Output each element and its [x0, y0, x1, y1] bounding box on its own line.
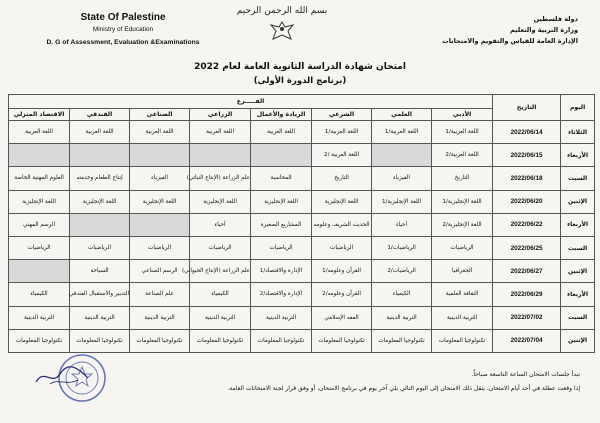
subject-cell: تكنولوجيا المعلومات — [372, 329, 432, 352]
row-date: 2022/07/02 — [493, 306, 561, 329]
subject-cell: تكنولوجيا المعلومات — [432, 329, 493, 352]
row-day: السبت — [561, 236, 595, 259]
col-header-entrepreneurship: الريادة والأعمال — [251, 109, 312, 121]
subject-cell: التربية الدينية — [251, 306, 312, 329]
subject-cell: الحديث الشريف وعلومه — [312, 213, 372, 236]
subject-cell: اللغة العربية/1 — [312, 121, 372, 144]
subject-cell: علم الزراعة (الإنتاج النباتي) — [190, 167, 251, 190]
subject-cell: العلوم المهنية الخاصة — [9, 167, 70, 190]
col-header-agricultural: الزراعي — [190, 109, 251, 121]
row-date: 2022/06/14 — [493, 121, 561, 144]
subject-cell: الرياضيات/1 — [372, 236, 432, 259]
subject-cell: علم الصناعة — [130, 283, 190, 306]
ministry-name-arabic: وزارة التربية والتعليم — [510, 26, 578, 34]
schedule-row — [9, 329, 595, 352]
subject-cell: اللغة الإنجليزية — [70, 190, 130, 213]
subject-cell: التاريخ — [432, 167, 493, 190]
schedule-row — [9, 260, 595, 283]
row-date: 2022/06/29 — [493, 283, 561, 306]
subject-cell: اللغة العربية/1 — [372, 121, 432, 144]
subject-cell: القرآن وعلومه/2 — [312, 283, 372, 306]
subject-cell: الرياضيات — [251, 236, 312, 259]
subject-cell: تكنولوجيا المعلومات — [9, 329, 70, 352]
subject-cell: الإدارة والاقتصاد/2 — [251, 283, 312, 306]
subject-cell: الإدارة والاقتصاد/1 — [251, 260, 312, 283]
col-header-scientific: العلمي — [372, 109, 432, 121]
subject-cell: التربية الدينية — [70, 306, 130, 329]
exam-schedule-table — [8, 94, 595, 353]
row-day: الإثنين — [561, 190, 595, 213]
subject-cell: اللغة العربية/1 — [432, 121, 493, 144]
subject-cell: المشاريع الصغيرة — [251, 213, 312, 236]
subject-cell: اللغة العربية/2 — [432, 144, 493, 167]
ministry-name-english: Ministry of Education — [92, 26, 154, 33]
subject-cell: التربية الدينية — [372, 306, 432, 329]
subject-cell: اللغة العربية — [70, 121, 130, 144]
row-day: الأربعاء — [561, 144, 595, 167]
row-day: الثلاثاء — [561, 121, 595, 144]
row-day: السبت — [561, 306, 595, 329]
subject-cell — [190, 144, 251, 167]
schedule-row — [9, 236, 595, 259]
schedule-row — [9, 283, 595, 306]
schedule-row — [9, 306, 595, 329]
schedule-row — [9, 213, 595, 236]
subject-cell: اللغة الإنجليزية/1 — [372, 190, 432, 213]
subject-cell: الكيمياء — [9, 283, 70, 306]
directorate-name-english: D. G of Assessment, Evaluation &Examinations — [46, 39, 200, 46]
subject-cell: الرياضيات — [312, 236, 372, 259]
state-name-english: State Of Palestine — [80, 12, 166, 23]
subject-cell: الرياضيات — [9, 236, 70, 259]
footnotes — [60, 371, 580, 399]
header-arabic — [418, 14, 578, 47]
col-header-sharia: الشرعي — [312, 109, 372, 121]
subject-cell: تكنولوجيا المعلومات — [190, 329, 251, 352]
col-header-date: التاريخ — [493, 95, 561, 121]
subject-cell: تكنولوجيا المعلومات — [70, 329, 130, 352]
subject-cell: تكنولوجيا المعلومات — [251, 329, 312, 352]
subject-cell — [9, 260, 70, 283]
signature-icon — [32, 360, 92, 390]
schedule-row — [9, 121, 595, 144]
subject-cell: الجغرافيا — [432, 260, 493, 283]
subject-cell: اللغة الإنجليزية — [312, 190, 372, 213]
subject-cell: الفيزياء — [372, 167, 432, 190]
subject-cell: اللغة الإنجليزية — [130, 190, 190, 213]
subject-cell: اللغة الإنجليزية — [251, 190, 312, 213]
directorate-name-arabic: الإدارة العامة للقياس والتقويم والامتحانات — [442, 37, 578, 45]
document-title: امتحان شهادة الدراسة الثانوية العامة لعام 2022 — [194, 62, 406, 72]
row-day: السبت — [561, 167, 595, 190]
subject-cell — [70, 144, 130, 167]
subject-cell — [130, 213, 190, 236]
subject-cell: الرياضيات/2 — [372, 260, 432, 283]
row-day: الأربعاء — [561, 213, 595, 236]
subject-cell: الفيزياء — [130, 167, 190, 190]
subject-cell — [9, 144, 70, 167]
row-date: 2022/07/04 — [493, 329, 561, 352]
row-date: 2022/06/15 — [493, 144, 561, 167]
row-date: 2022/06/27 — [493, 260, 561, 283]
subject-cell: المحاسبة — [251, 167, 312, 190]
subject-cell: اللغة العربية — [190, 121, 251, 144]
col-header-literary: الأدبي — [432, 109, 493, 121]
subject-cell: أحياء — [372, 213, 432, 236]
subject-cell: الرسم الصناعي — [130, 260, 190, 283]
basmala-calligraphy: بسم الله الرحمن الرحيم — [236, 6, 328, 16]
row-date: 2022/06/20 — [493, 190, 561, 213]
subject-cell: الفقه الإسلامي — [312, 306, 372, 329]
subject-cell: الثقافة العلمية — [432, 283, 493, 306]
subject-cell: التاريخ — [312, 167, 372, 190]
document-subtitle: (برنامج الدورة الأولى) — [253, 76, 347, 86]
col-header-hotel: الفندقي — [70, 109, 130, 121]
col-header-day: اليوم — [561, 95, 595, 121]
subject-cell: تكنولوجيا المعلومات — [130, 329, 190, 352]
subject-cell: علم الزراعة (الإنتاج الحيواني) — [190, 260, 251, 283]
subject-cell: الرياضيات — [432, 236, 493, 259]
footnote-2: إذا وقعت عطلة في أحد أيام الامتحان، ينقل ذلك الامتحان إلى اليوم التالي يلي آخر يوم في برنامج الامتحان، أو وفق قرار لجنة الامتحانات العامة. — [227, 385, 580, 392]
subject-cell: أحياء — [190, 213, 251, 236]
header-english — [38, 12, 208, 46]
subject-cell: اللغة العربية — [9, 121, 70, 144]
schedule-row — [9, 144, 595, 167]
subject-cell: الكيمياء — [190, 283, 251, 306]
row-day: الإثنين — [561, 329, 595, 352]
subject-cell: اللغة الإنجليزية/2 — [432, 213, 493, 236]
subject-cell — [130, 144, 190, 167]
subject-cell: اللغة الإنجليزية/1 — [432, 190, 493, 213]
subject-cell: الرسم المهني — [9, 213, 70, 236]
header-emblem — [222, 6, 342, 45]
row-date: 2022/06/18 — [493, 167, 561, 190]
subject-cell: التربية الدينية — [130, 306, 190, 329]
schedule-row — [9, 190, 595, 213]
subject-cell — [251, 144, 312, 167]
row-day: الإثنين — [561, 260, 595, 283]
subject-cell: التربية الدينية — [432, 306, 493, 329]
subject-cell: الكيمياء — [372, 283, 432, 306]
subject-cell: التدبير والاستقبال الفندقي — [70, 283, 130, 306]
subject-cell: تكنولوجيا المعلومات — [312, 329, 372, 352]
row-date: 2022/06/22 — [493, 213, 561, 236]
subject-cell: التربية الدينية — [9, 306, 70, 329]
subject-cell: الرياضيات — [70, 236, 130, 259]
eagle-emblem-icon — [267, 19, 297, 45]
subject-cell: الرياضيات — [130, 236, 190, 259]
col-header-home-economics: الاقتصاد المنزلي — [9, 109, 70, 121]
subject-cell: اللغة العربية — [130, 121, 190, 144]
subject-cell: الرياضيات — [190, 236, 251, 259]
subject-cell: اللغة الإنجليزية — [9, 190, 70, 213]
subject-cell: السياحة — [70, 260, 130, 283]
col-header-industrial: الصناعي — [130, 109, 190, 121]
row-date: 2022/06/25 — [493, 236, 561, 259]
subject-cell — [372, 144, 432, 167]
subject-cell: اللغة الإنجليزية — [190, 190, 251, 213]
subject-cell: إنتاج الطعام وخدمته — [70, 167, 130, 190]
subject-cell: اللغة العربية — [251, 121, 312, 144]
col-header-branch: الفـــــرع — [9, 95, 493, 109]
footnote-1: تبدأ جلسات الامتحان الساعة التاسعة صباحاً. — [471, 371, 580, 378]
subject-cell: القرآن وعلومه/1 — [312, 260, 372, 283]
subject-cell: اللغة العربية /2 — [312, 144, 372, 167]
subject-cell — [70, 213, 130, 236]
schedule-row — [9, 167, 595, 190]
state-name-arabic: دولة فلسطين — [533, 15, 578, 23]
row-day: الأربعاء — [561, 283, 595, 306]
subject-cell: التربية الدينية — [190, 306, 251, 329]
